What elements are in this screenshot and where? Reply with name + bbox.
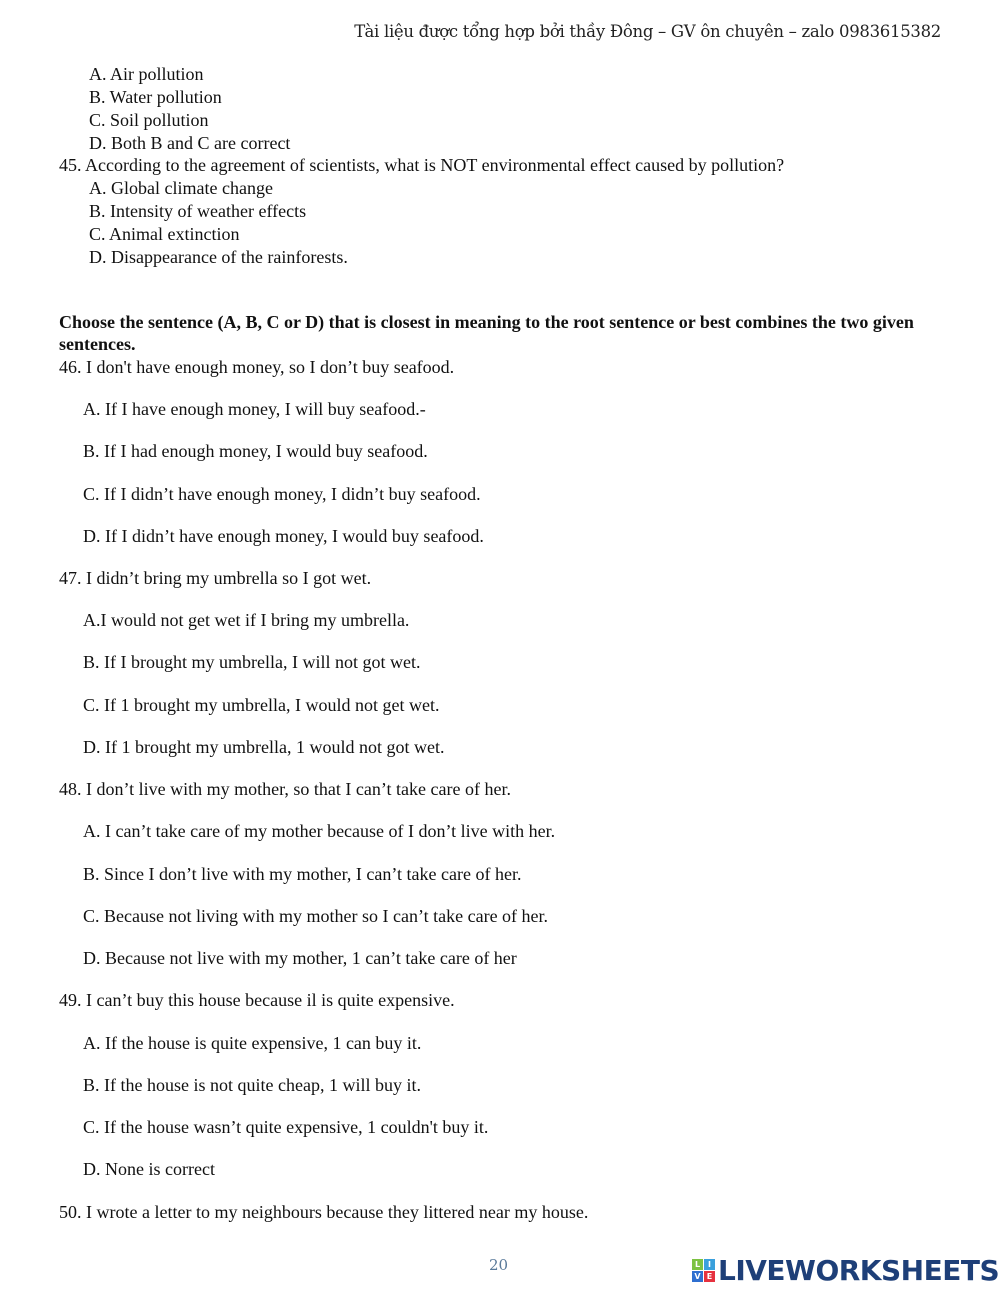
page-number: 20: [489, 1256, 509, 1274]
question-text: 46. I don't have enough money, so I don’t buy seafood.: [59, 357, 455, 377]
page-header: Tài liệu được tổng hợp bởi thầy Đông – GV ôn chuyên – zalo 0983615382: [354, 22, 941, 41]
answer-option: C. Animal extinction: [89, 224, 240, 244]
answer-option: D. Both B and C are correct: [89, 133, 291, 153]
answer-option: B. If I brought my umbrella, I will not got wet.: [83, 652, 421, 672]
answer-option: D. None is correct: [83, 1159, 215, 1179]
question-text: 45. According to the agreement of scientists, what is NOT environmental effect caused by pollution?: [59, 155, 785, 175]
answer-option: A.I would not get wet if I bring my umbrella.: [83, 610, 410, 630]
answer-option: C. Soil pollution: [89, 110, 209, 130]
answer-option: B. Water pollution: [89, 87, 222, 107]
logo-tiles-icon: L I V E: [692, 1259, 715, 1282]
answer-option: C. If I didn’t have enough money, I didn’t buy seafood.: [83, 484, 481, 504]
answer-option: A. If I have enough money, I will buy seafood.-: [83, 399, 426, 419]
liveworksheets-logo: L I V E LIVEWORKSHEETS: [692, 1254, 999, 1287]
answer-option: A. Air pollution: [89, 64, 204, 84]
answer-option: C. If the house wasn’t quite expensive, 1 couldn't buy it.: [83, 1117, 489, 1137]
answer-option: C. If 1 brought my umbrella, I would not get wet.: [83, 695, 440, 715]
answer-option: A. If the house is quite expensive, 1 can buy it.: [83, 1033, 422, 1053]
question-text: 48. I don’t live with my mother, so that I can’t take care of her.: [59, 779, 511, 799]
answer-option: D. If 1 brought my umbrella, 1 would not got wet.: [83, 737, 445, 757]
question-text: 47. I didn’t bring my umbrella so I got wet.: [59, 568, 372, 588]
section-instruction: Choose the sentence (A, B, C or D) that is closest in meaning to the root sentence or best combines the two given sentences.: [59, 312, 914, 354]
question-text: 49. I can’t buy this house because il is quite expensive.: [59, 990, 455, 1010]
answer-option: B. If I had enough money, I would buy seafood.: [83, 441, 428, 461]
answer-option: C. Because not living with my mother so I can’t take care of her.: [83, 906, 549, 926]
question-text: 50. I wrote a letter to my neighbours because they littered near my house.: [59, 1202, 589, 1222]
answer-option: B. If the house is not quite cheap, 1 will buy it.: [83, 1075, 421, 1095]
answer-option: A. Global climate change: [89, 178, 273, 198]
answer-option: D. If I didn’t have enough money, I would buy seafood.: [83, 526, 484, 546]
answer-option: B. Intensity of weather effects: [89, 201, 307, 221]
answer-option: D. Because not live with my mother, 1 can’t take care of her: [83, 948, 517, 968]
answer-option: A. I can’t take care of my mother because of I don’t live with her.: [83, 821, 556, 841]
answer-option: B. Since I don’t live with my mother, I can’t take care of her.: [83, 864, 522, 884]
answer-option: D. Disappearance of the rainforests.: [89, 247, 348, 267]
